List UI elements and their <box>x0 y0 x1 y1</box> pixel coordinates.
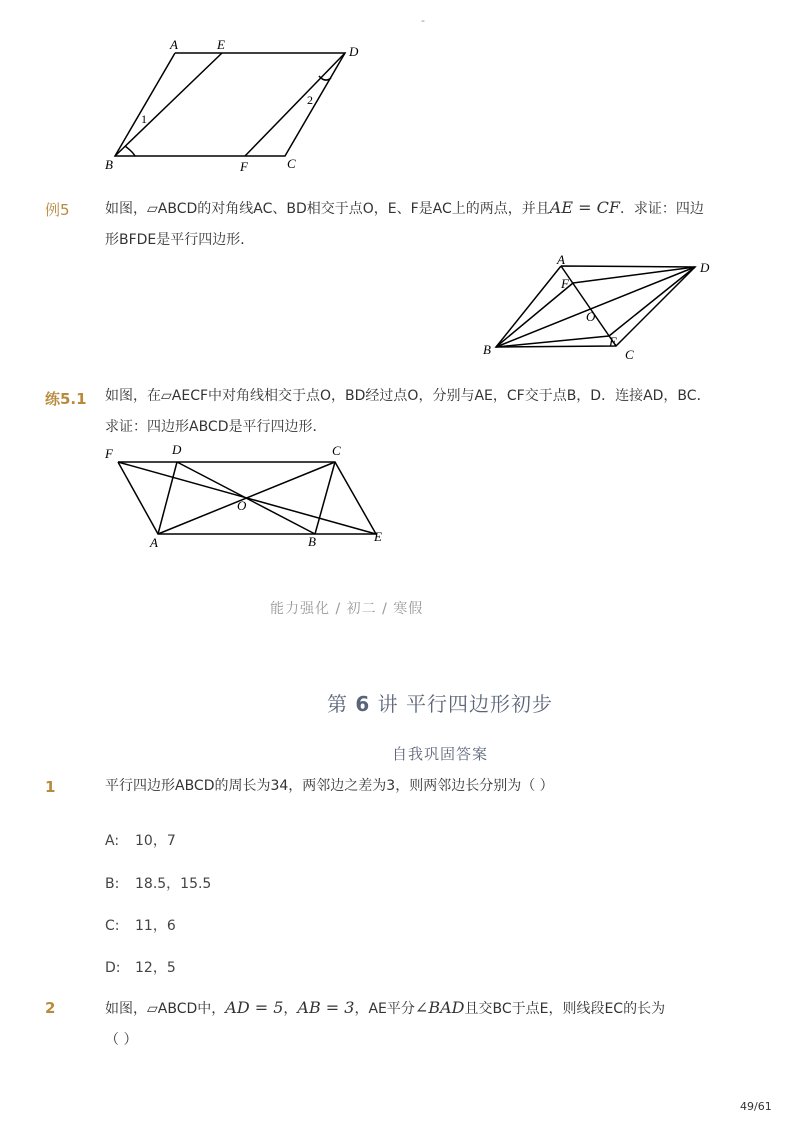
q1-option-c-value: 11，6 <box>135 918 176 934</box>
section-title: 自我巩固答案 <box>391 745 488 763</box>
q1-option-d[interactable] <box>105 957 176 977</box>
label-e-2: E <box>609 334 617 349</box>
question-2-number: 2 <box>45 999 56 1017</box>
label-d: D <box>349 44 359 59</box>
exercise-5-1-label: 练5.1 <box>45 390 87 408</box>
example-5-line1-a: 如图，▱ABCD的对角线AC、BD相交于点O，E、F是AC上的两点，并且 <box>105 201 550 217</box>
q1-option-d-letter: D: <box>105 960 121 976</box>
exercise-5-1-line2: 求证：四边形ABCD是平行四边形． <box>105 419 327 435</box>
lecture-title-number: 6 <box>355 692 371 716</box>
question-2-text <box>105 992 785 1056</box>
segment-be-2 <box>496 336 609 347</box>
example-5-label: 例5 <box>45 201 70 219</box>
label-a-3: A <box>150 535 158 550</box>
label-f: F <box>240 159 248 174</box>
label-b: B <box>105 157 113 172</box>
example-5-text <box>105 192 785 256</box>
label-e-3: E <box>374 529 382 544</box>
question-1-text: 平行四边形ABCD的周长为34，两邻边之差为3，则两邻边长分别为（ ） <box>105 778 554 794</box>
label-f-3: F <box>105 446 113 461</box>
figure-parallelogram-abcd <box>95 35 375 180</box>
label-o-3: O <box>237 498 247 513</box>
page-number: 49/61 <box>740 1100 772 1113</box>
label-c-3: C <box>332 443 341 458</box>
example-5-math: AE = CF <box>549 198 620 217</box>
lecture-title-suffix: 讲 平行四边形初步 <box>377 692 553 716</box>
lecture-title <box>0 688 800 717</box>
q2-text-a: 如图，▱ABCD中， <box>105 1001 226 1017</box>
q1-option-b-letter: B: <box>105 876 120 892</box>
label-d-2: D <box>700 260 710 275</box>
label-a: A <box>170 37 178 52</box>
q2-math-ad: AD = 5 <box>225 998 284 1017</box>
q1-option-a-letter: A: <box>105 833 120 849</box>
figure-parallelogram-aecf <box>100 440 395 550</box>
example-5-line2: 形BFDE是平行四边形． <box>105 232 255 248</box>
q2-text-b: ， <box>283 1001 298 1017</box>
q2-math-ab: AB = 3 <box>297 998 355 1017</box>
q1-option-c[interactable] <box>105 915 176 935</box>
q2-text-c: ，AE平分 <box>354 1001 415 1017</box>
example-5-line1-b: ．求证：四边 <box>619 201 704 217</box>
label-f-2: F <box>561 276 569 291</box>
label-b-3: B <box>308 534 316 549</box>
label-c: C <box>287 156 296 171</box>
label-e: E <box>217 37 225 52</box>
q2-answer-blank: （ ） <box>105 1032 138 1048</box>
lecture-title-prefix: 第 <box>327 692 348 716</box>
segment-ad <box>158 462 177 534</box>
q1-option-a[interactable] <box>105 830 176 850</box>
segment-ed <box>609 267 695 336</box>
q2-text-d: 且交BC于点E，则线段EC的长为 <box>464 1001 666 1017</box>
q1-option-a-value: 10，7 <box>135 833 176 849</box>
exercise-5-1-text <box>105 381 785 443</box>
label-o-2: O <box>586 309 596 324</box>
exercise-5-1-line1: 如图，在▱AECF中对角线相交于点O，BD经过点O，分别与AE，CF交于点B，D．连接AD，BC． <box>105 388 711 404</box>
angle-2-arc <box>319 76 331 80</box>
breadcrumb-footer: 能力强化 / 初二 / 寒假 <box>270 601 424 617</box>
segment-bc <box>315 462 335 534</box>
label-b-2: B <box>483 342 491 357</box>
q1-option-b-value: 18.5，15.5 <box>135 876 212 892</box>
q1-option-b[interactable] <box>105 873 211 893</box>
label-d-3: D <box>172 442 182 457</box>
angle-1-arc <box>125 146 135 156</box>
label-angle-2: 2 <box>307 93 313 107</box>
segment-df <box>245 53 345 156</box>
q1-option-d-value: 12，5 <box>135 960 176 976</box>
label-c-2: C <box>625 347 634 362</box>
label-angle-1: 1 <box>141 112 147 126</box>
q1-option-c-letter: C: <box>105 918 120 934</box>
label-a-2: A <box>557 252 565 267</box>
segment-be <box>115 53 222 156</box>
diagonal-bd <box>496 267 695 347</box>
figure-parallelogram-bfde <box>478 250 718 365</box>
q2-math-angle: ∠BAD <box>414 998 465 1017</box>
question-1-number: 1 <box>45 778 56 796</box>
top-mark: - <box>421 14 425 27</box>
segment-bf <box>496 283 573 347</box>
